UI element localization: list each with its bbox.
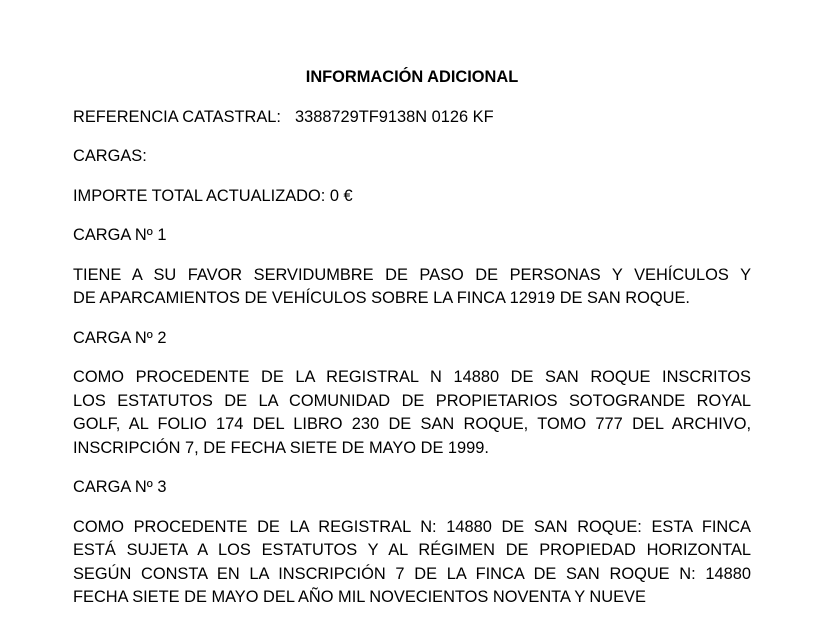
text-line: GOLF, AL FOLIO 174 DEL LIBRO 230 DE SAN ROQUE, TOMO 777 DEL ARCHIVO,: [73, 415, 751, 433]
text-line: FECHA SIETE DE MAYO DEL AÑO MIL NOVECIENTOS NOVENTA Y NUEVE: [73, 588, 646, 606]
carga-1-heading: CARGA Nº 1: [73, 226, 167, 244]
text-line: ESTÁ SUJETA A LOS ESTATUTOS Y AL RÉGIMEN DE PROPIEDAD HORIZONTAL: [73, 541, 751, 559]
referencia-label: REFERENCIA CATASTRAL:: [73, 107, 281, 126]
document-page: [73, 66, 751, 626]
text-line: COMO PROCEDENTE DE LA REGISTRAL N: 14880 DE SAN ROQUE: ESTA FINCA: [73, 517, 751, 536]
text-line: SEGÚN CONSTA EN LA INSCRIPCIÓN 7 DE LA FINCA DE SAN ROQUE N: 14880: [73, 564, 751, 583]
cargas-label: CARGAS:: [73, 147, 147, 165]
text-line: COMO PROCEDENTE DE LA REGISTRAL N 14880 DE SAN ROQUE INSCRITOS: [73, 368, 751, 386]
text-line: DE APARCAMIENTOS DE VEHÍCULOS SOBRE LA FINCA 12919 DE SAN ROQUE.: [73, 289, 690, 307]
carga-1-text: [73, 264, 751, 311]
text-line: TIENE A SU FAVOR SERVIDUMBRE DE PASO DE PERSONAS Y VEHÍCULOS Y: [73, 265, 751, 284]
referencia-value: 3388729TF9138N 0126 KF: [294, 107, 494, 126]
referencia-catastral: [73, 106, 751, 130]
importe-total: IMPORTE TOTAL ACTUALIZADO: 0 €: [73, 186, 353, 205]
carga-3-heading: CARGA Nº 3: [73, 478, 167, 496]
text-line: INSCRIPCIÓN 7, DE FECHA SIETE DE MAYO DE 1999.: [73, 438, 489, 457]
carga-3-text: [73, 516, 751, 610]
document-title: INFORMACIÓN ADICIONAL: [305, 68, 519, 86]
text-line: LOS ESTATUTOS DE LA COMUNIDAD DE PROPIETARIOS SOTOGRANDE ROYAL: [73, 391, 751, 410]
carga-2-text: [73, 366, 751, 460]
carga-2-heading: CARGA Nº 2: [73, 328, 167, 347]
